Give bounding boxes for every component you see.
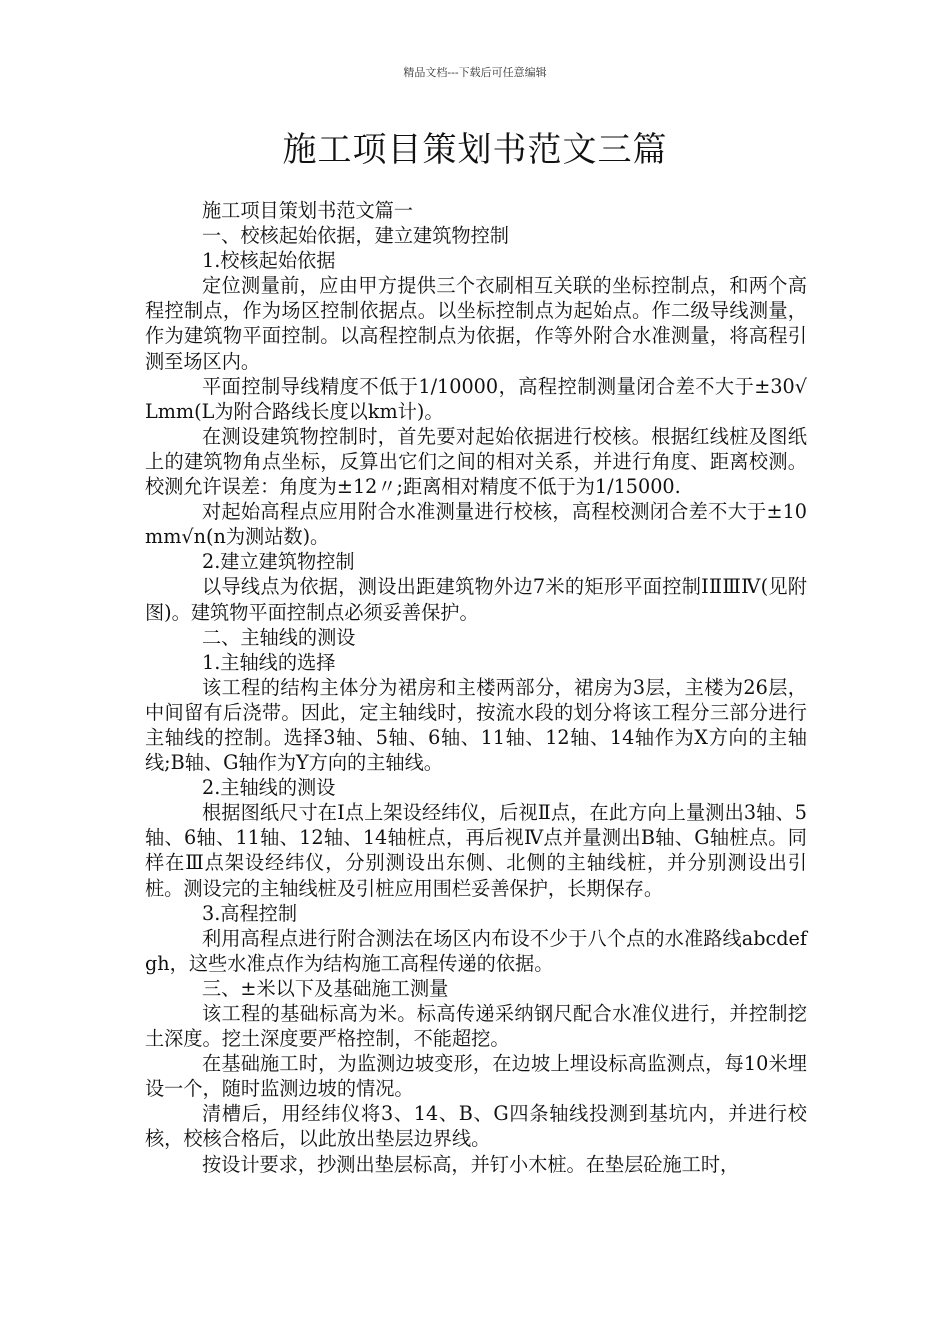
document-title: 施工项目策划书范文三篇	[282, 130, 668, 170]
paragraph: 根据图纸尺寸在Ⅰ点上架设经纬仪，后视Ⅱ点，在此方向上量测出3轴、5轴、6轴、11轴、12轴、14轴桩点，再后视Ⅳ点并量测出B轴、G轴桩点。同样在Ⅲ点架设经纬仪，分别测设出东侧、北侧的主轴线桩，并分别测设出引桩。测设完的主轴线桩及引桩应用围栏妥善保护，长期保存。	[145, 801, 807, 900]
paragraph: 该工程的基础标高为米。标高传递采纳钢尺配合水准仪进行，并控制挖土深度。挖土深度要严格控制，不能超挖。	[145, 1002, 807, 1051]
paragraph: 按设计要求，抄测出垫层标高，并钉小木桩。在垫层砼施工时，	[202, 1152, 740, 1176]
paragraph: 利用高程点进行附合测法在场区内布设不少于八个点的水准路线abcdefgh，这些水准点作为结构施工高程传递的依据。	[145, 926, 807, 975]
section-heading: 一、校核起始依据，建立建筑物控制	[202, 224, 509, 248]
paragraph: 清槽后，用经纬仪将3、14、B、G四条轴线投测到基坑内，并进行校核，校核合格后，以此放出垫层边界线。	[145, 1102, 807, 1151]
subsection-heading: 2.建立建筑物控制	[202, 550, 355, 574]
header-note: 精品文档---下载后可任意编辑	[403, 66, 547, 79]
subsection-heading: 1.校核起始依据	[202, 249, 336, 273]
subsection-heading: 3.高程控制	[202, 901, 298, 925]
paragraph: 在基础施工时，为监测边坡变形，在边坡上埋设标高监测点，每10米埋设一个，随时监测边坡的情况。	[145, 1052, 807, 1101]
subsection-heading: 1.主轴线的选择	[202, 650, 336, 674]
paragraph: 在测设建筑物控制时，首先要对起始依据进行校核。根据红线桩及图纸上的建筑物角点坐标，反算出它们之间的相对关系，并进行角度、距离校测。校测允许误差：角度为±12〃;距离相对精度不低于为1/15000.	[145, 424, 807, 499]
paragraph: 该工程的结构主体分为裙房和主楼两部分，裙房为3层，主楼为26层，中间留有后浇带。因此，定主轴线时，按流水段的划分将该工程分三部分进行主轴线的控制。选择3轴、5轴、6轴、11轴、12轴、14轴作为X方向的主轴线;B轴、G轴作为Y方向的主轴线。	[145, 675, 807, 775]
subsection-heading: 2.主轴线的测设	[202, 776, 336, 800]
section-heading: 三、±米以下及基础施工测量	[202, 976, 449, 1000]
section-heading: 二、主轴线的测设	[202, 625, 356, 649]
paragraph: 对起始高程点应用附合水准测量进行校核，高程校测闭合差不大于±10mm√n(n为测站数)。	[145, 500, 807, 549]
document-body	[145, 198, 807, 1177]
paragraph: 平面控制导线精度不低于1/10000，高程控制测量闭合差不大于±30√Lmm(L为附合路线长度以km计)。	[145, 374, 807, 423]
paragraph: 施工项目策划书范文篇一	[202, 199, 414, 222]
paragraph: 以导线点为依据，测设出距建筑物外边7米的矩形平面控制ⅠⅡⅢⅣ(见附图)。建筑物平面控制点必须妥善保护。	[145, 575, 807, 624]
paragraph: 定位测量前，应由甲方提供三个衣刷相互关联的坐标控制点，和两个高程控制点，作为场区控制依据点。以坐标控制点为起始点。作二级导线测量，作为建筑物平面控制。以高程控制点为依据，作等外附合水准测量，将高程引测至场区内。	[145, 274, 807, 373]
